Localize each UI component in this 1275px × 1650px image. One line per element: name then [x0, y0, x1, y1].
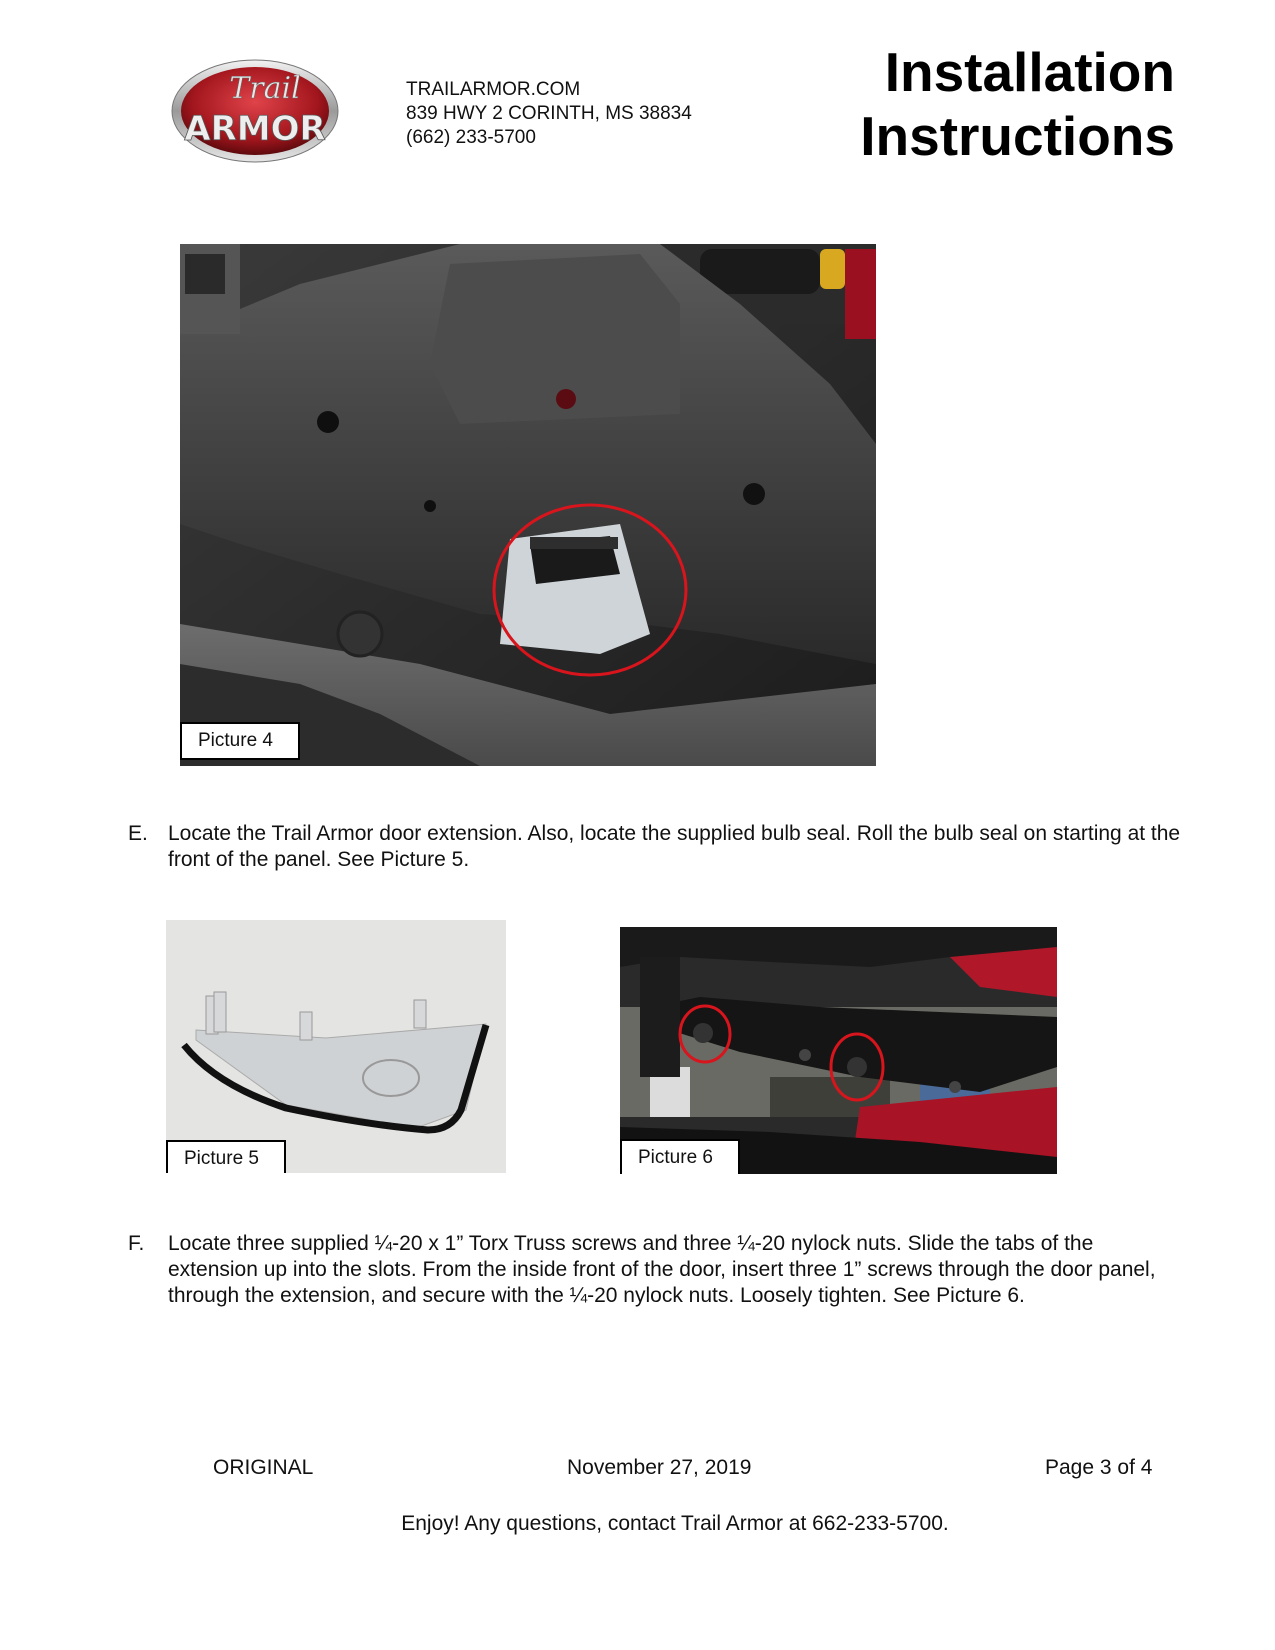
picture-6-caption: Picture 6 — [620, 1139, 740, 1174]
title-line-2: Instructions — [860, 105, 1175, 167]
title-line-1: Installation — [884, 41, 1175, 103]
step-e-text: Locate the Trail Armor door extension. Also, locate the supplied bulb seal. Roll the bulb seal on starting at the front of the panel. See Picture 5. — [168, 822, 1181, 871]
step-f-text: Locate three supplied ¼-20 x 1” Torx Truss screws and three ¼-20 nylock nuts. Slide the tabs of the extension up into the slots. From the inside front of the door, insert three 1” screws through the door panel, through the extension, and secure with the ¼-20 nylock nuts. Loosely tighten. See Picture 6. — [168, 1232, 1156, 1307]
step-f-letter: F. — [128, 1232, 145, 1255]
picture-5-caption: Picture 5 — [166, 1140, 286, 1173]
phone-text: (662) 233-5700 — [406, 127, 536, 148]
step-f — [128, 1231, 1188, 1309]
footer-contact-note: Enjoy! Any questions, contact Trail Armor at 662-233-5700. — [401, 1512, 949, 1535]
step-e-letter: E. — [128, 822, 148, 845]
footer-date: November 27, 2019 — [567, 1456, 752, 1479]
picture-6-photo — [620, 927, 1057, 1174]
contact-block — [406, 78, 692, 150]
trail-armor-logo — [170, 58, 340, 164]
svg-text:ARMOR: ARMOR — [184, 109, 326, 149]
step-e — [128, 821, 1188, 873]
picture-4-photo — [180, 244, 876, 766]
svg-text:Trail: Trail — [229, 71, 301, 106]
page-title — [860, 40, 1175, 168]
address-text: 839 HWY 2 CORINTH, MS 38834 — [406, 103, 692, 124]
picture-5-photo — [166, 920, 506, 1173]
picture-4-caption: Picture 4 — [180, 722, 300, 760]
footer-status: ORIGINAL — [213, 1456, 314, 1479]
footer-page-number: Page 3 of 4 — [1045, 1456, 1153, 1479]
website-text: TRAILARMOR.COM — [406, 79, 581, 100]
